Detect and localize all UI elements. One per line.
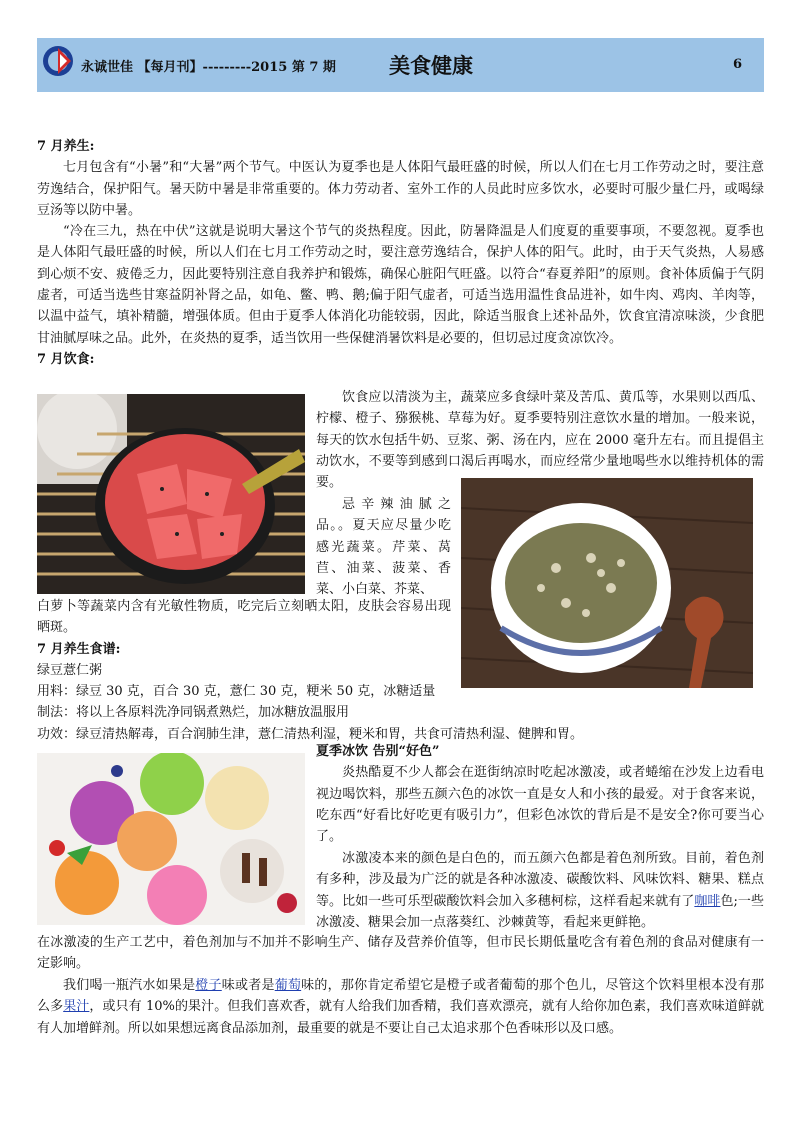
paragraph: 炎热酷夏不少人都会在逛街纳凉时吃起冰激凌，或者蜷缩在沙发上边看电视边喝饮料，那些五颜六色的冰饮一直是女人和小孩的最爱。对于食客来说，吃东西“好看比好吃更有吸引力”，但彩色冰饮的背后是不是安全?你可要当心了。	[316, 765, 764, 845]
paragraph: “冷在三九，热在中伏”这就是说明大暑这个节气的炎热程度。因此，防暑降温是人们度夏的重要事项，不要忽视。夏季也是人体阳气最旺盛的时候，所以人们在七月工作劳动之时，要注意劳逸结合，保护人体的阳气。此时，由于天气炎热，人易感到心烦不安、疲倦乏力，因此要特别注意自我养护和锻炼，确保心脏阳气旺盛。以符合“春夏养阳”的原则。食补体质偏于气阴虚者，可适当选些甘寒益阴补肾之品，如龟、鳖、鸭、鹅;偏于阳气虚者，可适当选用温性食品进补，如牛肉、鸡肉、羊肉等，以温中益气，填补精髓，增强体质。但由于夏季人体消化功能较弱，因此，除适当服食上述补品外，饮食宜清凉味淡，少食肥甘油腻厚味之品。此外，在炎热的夏季，适当饮用一些保健消暑饮料是必要的，但切忌过度贪凉饮冷。	[37, 224, 764, 346]
page-header	[37, 38, 764, 92]
paragraph-text: 色;一些冰激凌、糖果会加一点落葵红、沙棘黄等，看起来更鲜艳。	[316, 893, 764, 930]
paragraph	[37, 975, 764, 1039]
paragraph-text: 我们喝一瓶汽水如果是	[63, 978, 196, 993]
grape-link[interactable]: 葡萄	[274, 978, 302, 993]
diet-paragraph-1	[316, 387, 764, 493]
recipe-method: 制法：将以上各原料洗净同锅煮熟烂，加冰糖放温服用	[37, 705, 350, 721]
recipe-ingredients: 用料：绿豆 30 克，百合 30 克，薏仁 30 克，粳米 50 克，冰糖适量	[37, 684, 436, 700]
paragraph: 七月包含有“小暑”和“大暑”两个节气。中医认为夏季也是人体阳气最旺盛的时候，所以人们在七月工作劳动之时，要注意劳逸结合，保护阳气。暑天防中暑是非常重要的。体力劳动者、室外工作的人员此时应多饮水，必要时可服少量仁丹，或喝绿豆汤等以防中暑。	[37, 160, 764, 218]
paragraph-text: 味的，那你肯定希望它是橙子或者葡萄的那个色儿，尽管这个饮料里根本没有那么多	[37, 978, 764, 1015]
page-number: 6	[732, 57, 742, 72]
congee-image	[461, 478, 753, 688]
section-icecream	[316, 741, 764, 847]
juice-link[interactable]: 果汁	[63, 999, 90, 1015]
issue-label: 【每月刊】---------2015 第 7 期	[137, 60, 336, 75]
additive-paragraph	[37, 975, 764, 1039]
paragraph: 白萝卜等蔬菜内含有光敏性物质，吃完后立刻晒太阳，皮肤会容易出现晒斑。	[37, 599, 451, 636]
paragraph: 忌辛辣油腻之品。。夏天应尽量少吃感光蔬菜。芹菜、莴苣、油菜、菠菜、香菜、小白菜、芥菜、	[316, 497, 451, 598]
company-logo-icon	[41, 44, 75, 78]
paragraph: 饮食应以清淡为主，蔬菜应多食绿叶菜及苦瓜、黄瓜等，水果则以西瓜、柠檬、橙子、猕猴桃、草莓为好。夏季要特别注意饮水量的增加。一般来说，每天的饮水包括牛奶、豆浆、粥、汤在内，应在 2000 毫升左右。而且提倡主动饮水，不要等到感到口渴后再喝水，而应经常少量地喝些水以维持机体的需要。	[316, 390, 764, 491]
coffee-link[interactable]: 咖啡	[694, 893, 721, 909]
watermelon-image	[37, 394, 305, 594]
section-heading: 7 月饮食:	[37, 351, 95, 367]
paragraph: 在冰激凌的生产工艺中，着色剂加与不加并不影响生产、储存及营养价值等，但市民长期低量吃含有着色剂的食品对健康有一定影响。	[37, 935, 764, 972]
section-heading: 夏季冰饮 告别“好色”	[316, 744, 440, 759]
section-heading: 7 月养生食谱:	[37, 641, 121, 657]
orange-link[interactable]: 橙子	[195, 978, 222, 993]
header-issue-line	[81, 56, 336, 75]
section-heading: 7 月养生:	[37, 139, 95, 154]
section-recipe	[37, 596, 451, 724]
recipe-name: 绿豆薏仁粥	[37, 662, 103, 678]
paragraph-text: 冰激凌本来的颜色是白色的，而五颜六色都是着色剂所致。目前，着色剂有多种，涉及最为广泛的就是各种冰激凌、碳酸饮料、风味饮料、糖果、糕点等。比如一些可乐型碳酸饮料会加入多穗柯棕，这样看起来就有了	[316, 851, 764, 909]
paragraph	[316, 848, 764, 933]
section-health	[37, 136, 764, 370]
colorant-paragraph-start	[316, 848, 764, 933]
ice-cream-image	[37, 753, 305, 925]
paragraph-text: ，或只有 10%的果汁。但我们喜欢香，就有人给我们加香精，我们喜欢漂亮，就有人给你加色素，我们喜欢味道鲜就有人加增鲜剂。所以如果想远离食品添加剂，最重要的就是不要让自己太追求那个色香味形以及口感。	[37, 999, 764, 1036]
page-title: 美食健康	[389, 53, 473, 78]
diet-paragraph-2	[316, 494, 451, 600]
paragraph-text: 味或者是	[221, 978, 275, 993]
company-name: 永诚世佳	[81, 60, 134, 75]
recipe-effect: 功效：绿豆清热解毒，百合润肺生津，薏仁清热利湿，粳米和胃，共食可清热利湿、健脾和胃。	[37, 727, 584, 742]
colorant-paragraph-end	[37, 932, 764, 975]
